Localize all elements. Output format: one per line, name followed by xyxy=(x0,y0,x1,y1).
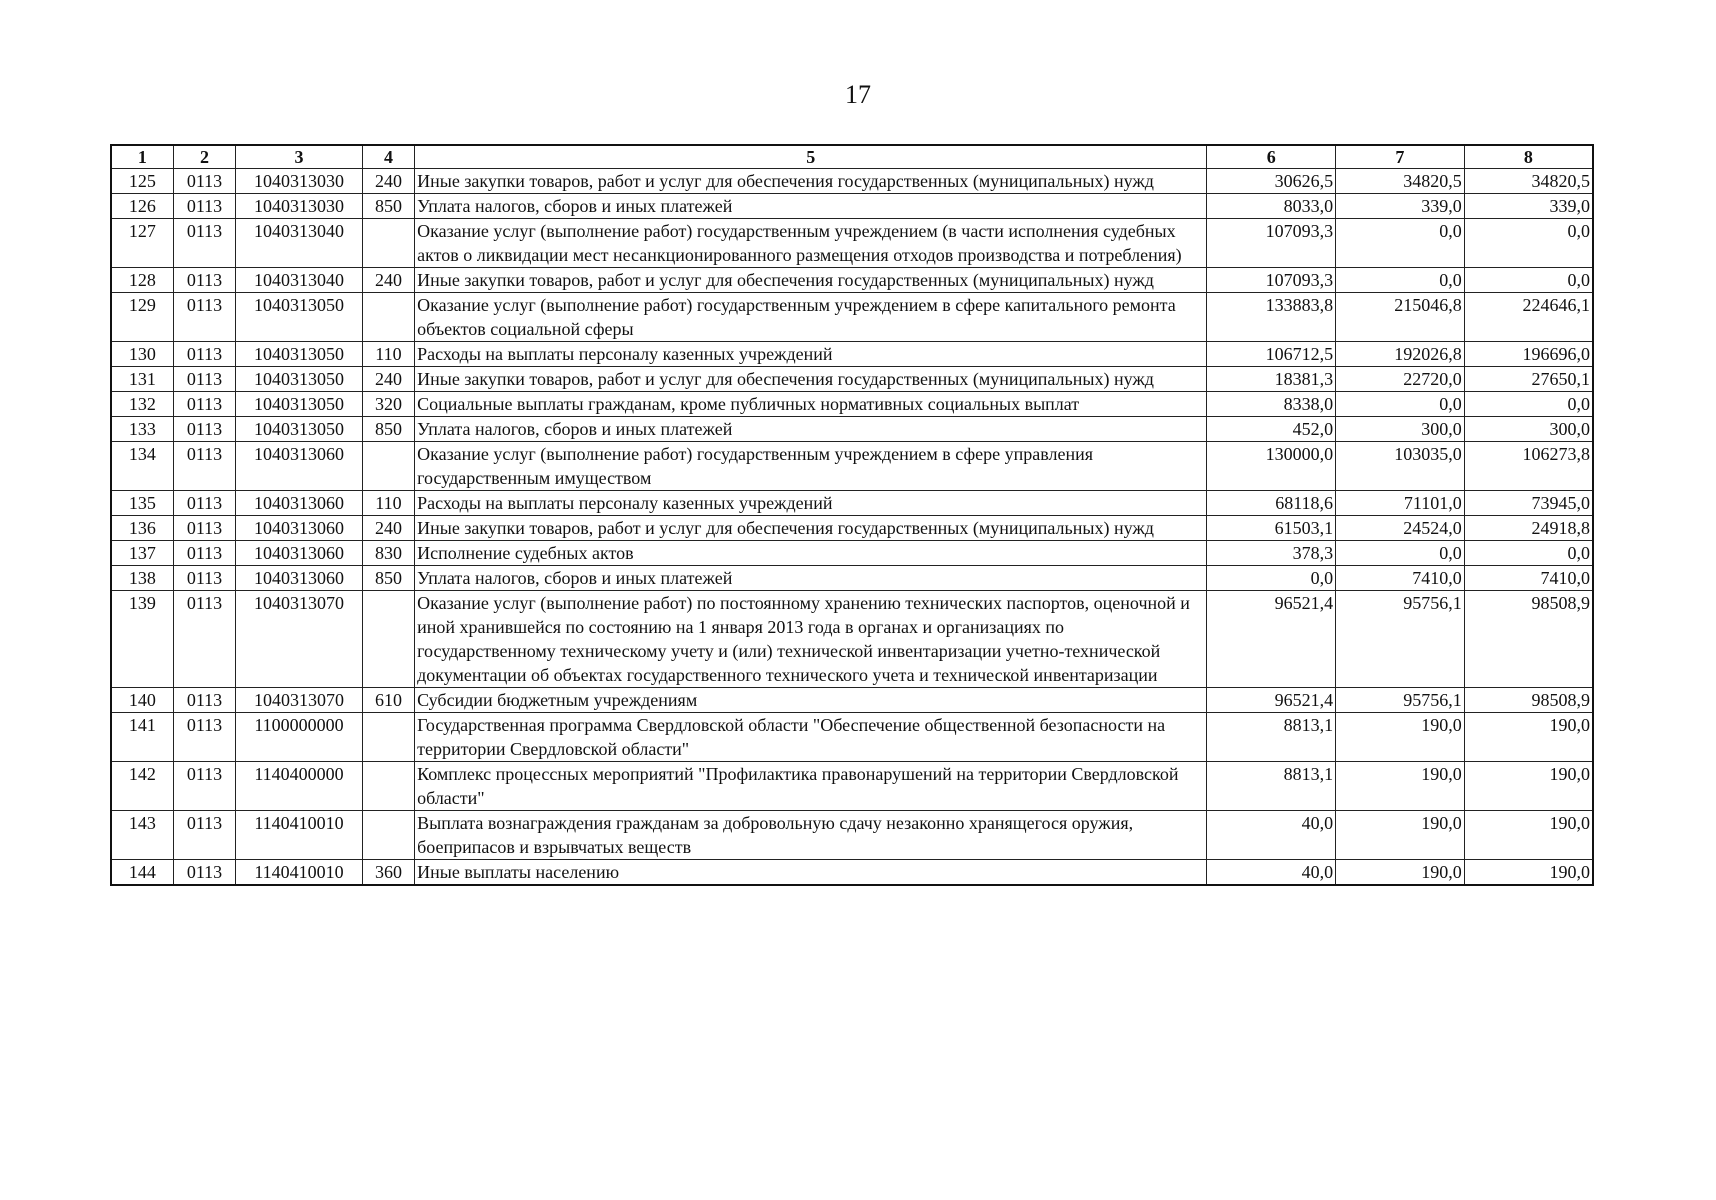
amount-col7-cell: 0,0 xyxy=(1336,392,1465,417)
table-row xyxy=(111,762,1593,811)
section-code-cell: 0113 xyxy=(173,762,235,811)
row-number-cell: 137 xyxy=(111,541,173,566)
expense-type-cell xyxy=(362,591,414,688)
amount-col6-cell: 107093,3 xyxy=(1207,268,1336,293)
row-number-cell: 133 xyxy=(111,417,173,442)
description-cell: Исполнение судебных актов xyxy=(415,541,1207,566)
table-row xyxy=(111,541,1593,566)
amount-col7-cell: 0,0 xyxy=(1336,219,1465,268)
table-row xyxy=(111,367,1593,392)
amount-col7-cell: 192026,8 xyxy=(1336,342,1465,367)
expense-type-cell xyxy=(362,811,414,860)
page-number: 17 xyxy=(845,80,871,109)
table-row xyxy=(111,860,1593,886)
target-article-cell: 1040313050 xyxy=(236,392,363,417)
amount-col8-cell: 196696,0 xyxy=(1464,342,1593,367)
description-cell: Комплекс процессных мероприятий "Профилактика правонарушений на территории Свердловской области" xyxy=(415,762,1207,811)
amount-col7-cell: 71101,0 xyxy=(1336,491,1465,516)
amount-col7-cell: 190,0 xyxy=(1336,713,1465,762)
expense-type-cell: 110 xyxy=(362,491,414,516)
description-cell: Иные закупки товаров, работ и услуг для обеспечения государственных (муниципальных) нужд xyxy=(415,516,1207,541)
amount-col8-cell: 0,0 xyxy=(1464,268,1593,293)
amount-col7-cell: 34820,5 xyxy=(1336,169,1465,194)
target-article-cell: 1040313060 xyxy=(236,541,363,566)
amount-col6-cell: 40,0 xyxy=(1207,811,1336,860)
target-article-cell: 1040313030 xyxy=(236,169,363,194)
target-article-cell: 1040313050 xyxy=(236,367,363,392)
section-code-cell: 0113 xyxy=(173,367,235,392)
amount-col8-cell: 300,0 xyxy=(1464,417,1593,442)
table-row xyxy=(111,591,1593,688)
amount-col8-cell: 98508,9 xyxy=(1464,688,1593,713)
header-cell: 1 xyxy=(111,145,173,169)
amount-col6-cell: 96521,4 xyxy=(1207,591,1336,688)
section-code-cell: 0113 xyxy=(173,342,235,367)
amount-col6-cell: 0,0 xyxy=(1207,566,1336,591)
section-code-cell: 0113 xyxy=(173,811,235,860)
description-cell: Уплата налогов, сборов и иных платежей xyxy=(415,194,1207,219)
amount-col8-cell: 106273,8 xyxy=(1464,442,1593,491)
table-row xyxy=(111,417,1593,442)
expense-type-cell: 240 xyxy=(362,367,414,392)
amount-col7-cell: 95756,1 xyxy=(1336,591,1465,688)
target-article-cell: 1100000000 xyxy=(236,713,363,762)
header-row xyxy=(111,145,1593,169)
row-number-cell: 143 xyxy=(111,811,173,860)
amount-col7-cell: 215046,8 xyxy=(1336,293,1465,342)
amount-col6-cell: 96521,4 xyxy=(1207,688,1336,713)
target-article-cell: 1040313070 xyxy=(236,591,363,688)
row-number-cell: 132 xyxy=(111,392,173,417)
description-cell: Оказание услуг (выполнение работ) государственным учреждением в сфере капитального ремонта объектов социальной сферы xyxy=(415,293,1207,342)
description-cell: Иные выплаты населению xyxy=(415,860,1207,886)
description-cell: Уплата налогов, сборов и иных платежей xyxy=(415,417,1207,442)
expense-type-cell: 320 xyxy=(362,392,414,417)
expense-type-cell: 850 xyxy=(362,194,414,219)
header-cell: 4 xyxy=(362,145,414,169)
description-cell: Уплата налогов, сборов и иных платежей xyxy=(415,566,1207,591)
table-row xyxy=(111,392,1593,417)
row-number-cell: 128 xyxy=(111,268,173,293)
amount-col8-cell: 190,0 xyxy=(1464,713,1593,762)
table-row xyxy=(111,342,1593,367)
expense-type-cell xyxy=(362,293,414,342)
amount-col7-cell: 103035,0 xyxy=(1336,442,1465,491)
target-article-cell: 1040313030 xyxy=(236,194,363,219)
expense-type-cell: 850 xyxy=(362,566,414,591)
amount-col6-cell: 40,0 xyxy=(1207,860,1336,886)
section-code-cell: 0113 xyxy=(173,688,235,713)
description-cell: Оказание услуг (выполнение работ) государственным учреждением (в части исполнения судебных актов о ликвидации мест несанкционированного размещения отходов производства и потребления) xyxy=(415,219,1207,268)
row-number-cell: 140 xyxy=(111,688,173,713)
target-article-cell: 1040313050 xyxy=(236,342,363,367)
table-row xyxy=(111,219,1593,268)
expense-type-cell: 110 xyxy=(362,342,414,367)
expense-type-cell xyxy=(362,219,414,268)
amount-col8-cell: 0,0 xyxy=(1464,541,1593,566)
amount-col6-cell: 8813,1 xyxy=(1207,713,1336,762)
target-article-cell: 1040313060 xyxy=(236,491,363,516)
amount-col8-cell: 24918,8 xyxy=(1464,516,1593,541)
section-code-cell: 0113 xyxy=(173,491,235,516)
header-cell: 3 xyxy=(236,145,363,169)
expense-type-cell: 240 xyxy=(362,268,414,293)
table-row xyxy=(111,688,1593,713)
section-code-cell: 0113 xyxy=(173,169,235,194)
row-number-cell: 138 xyxy=(111,566,173,591)
row-number-cell: 129 xyxy=(111,293,173,342)
expense-type-cell: 240 xyxy=(362,516,414,541)
amount-col7-cell: 0,0 xyxy=(1336,268,1465,293)
table-row xyxy=(111,268,1593,293)
section-code-cell: 0113 xyxy=(173,541,235,566)
amount-col7-cell: 300,0 xyxy=(1336,417,1465,442)
amount-col7-cell: 95756,1 xyxy=(1336,688,1465,713)
amount-col8-cell: 190,0 xyxy=(1464,811,1593,860)
row-number-cell: 127 xyxy=(111,219,173,268)
amount-col6-cell: 18381,3 xyxy=(1207,367,1336,392)
row-number-cell: 139 xyxy=(111,591,173,688)
amount-col7-cell: 24524,0 xyxy=(1336,516,1465,541)
table-row xyxy=(111,713,1593,762)
amount-col6-cell: 30626,5 xyxy=(1207,169,1336,194)
target-article-cell: 1040313060 xyxy=(236,442,363,491)
section-code-cell: 0113 xyxy=(173,392,235,417)
amount-col8-cell: 339,0 xyxy=(1464,194,1593,219)
amount-col6-cell: 68118,6 xyxy=(1207,491,1336,516)
row-number-cell: 135 xyxy=(111,491,173,516)
amount-col6-cell: 130000,0 xyxy=(1207,442,1336,491)
row-number-cell: 141 xyxy=(111,713,173,762)
amount-col8-cell: 34820,5 xyxy=(1464,169,1593,194)
header-cell: 5 xyxy=(415,145,1207,169)
target-article-cell: 1040313040 xyxy=(236,268,363,293)
description-cell: Иные закупки товаров, работ и услуг для обеспечения государственных (муниципальных) нужд xyxy=(415,367,1207,392)
target-article-cell: 1040313050 xyxy=(236,417,363,442)
target-article-cell: 1040313070 xyxy=(236,688,363,713)
section-code-cell: 0113 xyxy=(173,268,235,293)
expense-type-cell xyxy=(362,442,414,491)
row-number-cell: 142 xyxy=(111,762,173,811)
amount-col8-cell: 190,0 xyxy=(1464,860,1593,886)
header-cell: 8 xyxy=(1464,145,1593,169)
section-code-cell: 0113 xyxy=(173,516,235,541)
row-number-cell: 130 xyxy=(111,342,173,367)
amount-col8-cell: 7410,0 xyxy=(1464,566,1593,591)
expense-type-cell: 850 xyxy=(362,417,414,442)
header-cell: 2 xyxy=(173,145,235,169)
expense-type-cell xyxy=(362,762,414,811)
amount-col7-cell: 0,0 xyxy=(1336,541,1465,566)
amount-col8-cell: 0,0 xyxy=(1464,219,1593,268)
amount-col7-cell: 190,0 xyxy=(1336,860,1465,886)
amount-col6-cell: 452,0 xyxy=(1207,417,1336,442)
table-row xyxy=(111,194,1593,219)
amount-col6-cell: 8033,0 xyxy=(1207,194,1336,219)
description-cell: Государственная программа Свердловской области "Обеспечение общественной безопасности на территории Свердловской области" xyxy=(415,713,1207,762)
description-cell: Расходы на выплаты персоналу казенных учреждений xyxy=(415,342,1207,367)
description-cell: Субсидии бюджетным учреждениям xyxy=(415,688,1207,713)
header-cell: 7 xyxy=(1336,145,1465,169)
description-cell: Социальные выплаты гражданам, кроме публичных нормативных социальных выплат xyxy=(415,392,1207,417)
budget-table xyxy=(110,144,1594,886)
amount-col7-cell: 339,0 xyxy=(1336,194,1465,219)
amount-col8-cell: 27650,1 xyxy=(1464,367,1593,392)
target-article-cell: 1040313050 xyxy=(236,293,363,342)
section-code-cell: 0113 xyxy=(173,566,235,591)
amount-col7-cell: 190,0 xyxy=(1336,811,1465,860)
amount-col8-cell: 98508,9 xyxy=(1464,591,1593,688)
section-code-cell: 0113 xyxy=(173,713,235,762)
description-cell: Иные закупки товаров, работ и услуг для обеспечения государственных (муниципальных) нужд xyxy=(415,268,1207,293)
amount-col6-cell: 133883,8 xyxy=(1207,293,1336,342)
amount-col8-cell: 0,0 xyxy=(1464,392,1593,417)
amount-col7-cell: 22720,0 xyxy=(1336,367,1465,392)
expense-type-cell: 240 xyxy=(362,169,414,194)
section-code-cell: 0113 xyxy=(173,219,235,268)
section-code-cell: 0113 xyxy=(173,860,235,886)
table-row xyxy=(111,169,1593,194)
table-body xyxy=(111,169,1593,886)
amount-col6-cell: 107093,3 xyxy=(1207,219,1336,268)
description-cell: Оказание услуг (выполнение работ) государственным учреждением в сфере управления государственным имуществом xyxy=(415,442,1207,491)
amount-col7-cell: 190,0 xyxy=(1336,762,1465,811)
amount-col8-cell: 73945,0 xyxy=(1464,491,1593,516)
row-number-cell: 144 xyxy=(111,860,173,886)
amount-col6-cell: 61503,1 xyxy=(1207,516,1336,541)
table-row xyxy=(111,491,1593,516)
expense-type-cell: 830 xyxy=(362,541,414,566)
row-number-cell: 125 xyxy=(111,169,173,194)
target-article-cell: 1040313040 xyxy=(236,219,363,268)
target-article-cell: 1140410010 xyxy=(236,860,363,886)
table-row xyxy=(111,516,1593,541)
section-code-cell: 0113 xyxy=(173,442,235,491)
row-number-cell: 126 xyxy=(111,194,173,219)
amount-col7-cell: 7410,0 xyxy=(1336,566,1465,591)
amount-col8-cell: 190,0 xyxy=(1464,762,1593,811)
expense-type-cell xyxy=(362,713,414,762)
amount-col6-cell: 8338,0 xyxy=(1207,392,1336,417)
amount-col8-cell: 224646,1 xyxy=(1464,293,1593,342)
table-row xyxy=(111,566,1593,591)
amount-col6-cell: 378,3 xyxy=(1207,541,1336,566)
section-code-cell: 0113 xyxy=(173,194,235,219)
expense-type-cell: 360 xyxy=(362,860,414,886)
section-code-cell: 0113 xyxy=(173,293,235,342)
header-cell: 6 xyxy=(1207,145,1336,169)
section-code-cell: 0113 xyxy=(173,417,235,442)
description-cell: Расходы на выплаты персоналу казенных учреждений xyxy=(415,491,1207,516)
table-row xyxy=(111,293,1593,342)
target-article-cell: 1040313060 xyxy=(236,516,363,541)
description-cell: Оказание услуг (выполнение работ) по постоянному хранению технических паспортов, оценочной и иной хранившейся по состоянию на 1 января 2013 года в органах и организациях по государственному техническому учету и (или) технической инвентаризации учетно-технической документации об объектах государственного технического учета и технической инвентаризации xyxy=(415,591,1207,688)
row-number-cell: 134 xyxy=(111,442,173,491)
target-article-cell: 1140410010 xyxy=(236,811,363,860)
target-article-cell: 1040313060 xyxy=(236,566,363,591)
row-number-cell: 136 xyxy=(111,516,173,541)
section-code-cell: 0113 xyxy=(173,591,235,688)
amount-col6-cell: 8813,1 xyxy=(1207,762,1336,811)
description-cell: Выплата вознаграждения гражданам за добровольную сдачу незаконно хранящегося оружия, боеприпасов и взрывчатых веществ xyxy=(415,811,1207,860)
table-row xyxy=(111,442,1593,491)
row-number-cell: 131 xyxy=(111,367,173,392)
amount-col6-cell: 106712,5 xyxy=(1207,342,1336,367)
table-row xyxy=(111,811,1593,860)
expense-type-cell: 610 xyxy=(362,688,414,713)
target-article-cell: 1140400000 xyxy=(236,762,363,811)
description-cell: Иные закупки товаров, работ и услуг для обеспечения государственных (муниципальных) нужд xyxy=(415,169,1207,194)
